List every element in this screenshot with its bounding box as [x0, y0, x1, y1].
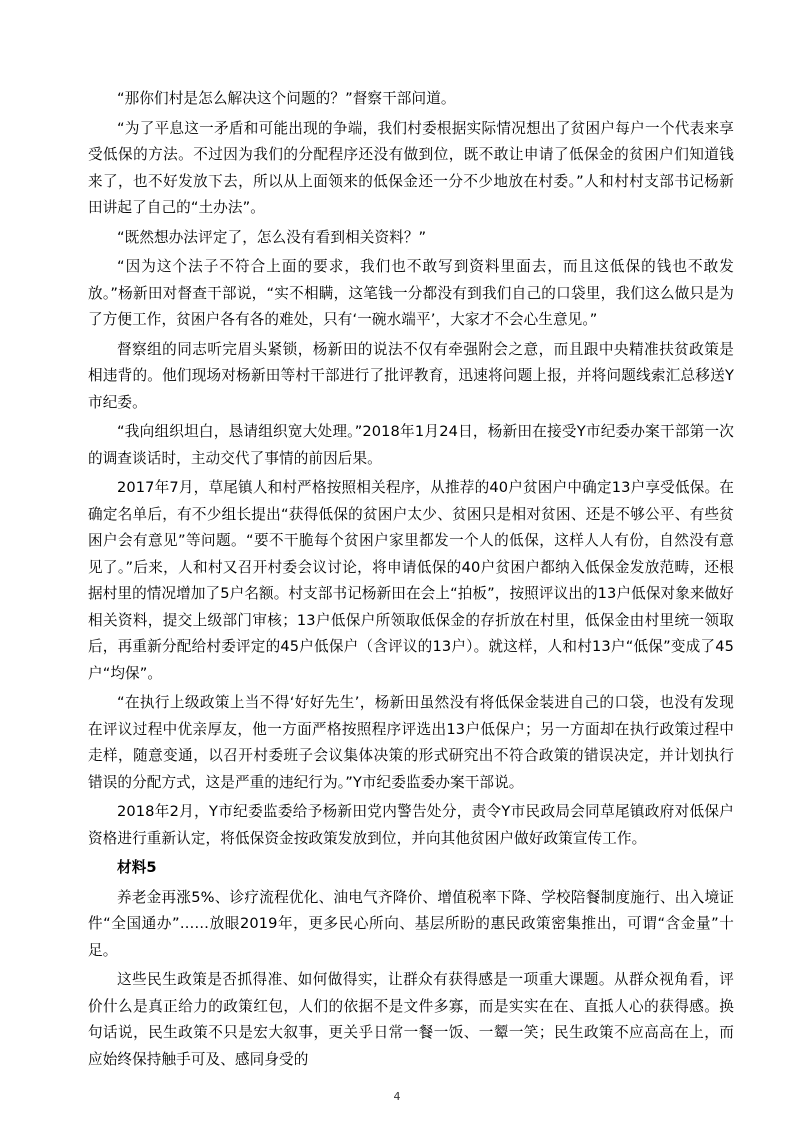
paragraph: “为了平息这一矛盾和可能出现的争端，我们村委根据实际情况想出了贫困户每户一个代表来享受低保的方法。不过因为我们的分配程序还没有做到位，既不敢让申请了低保金的贫困户们知道钱来了，也不好发放下去，所以从上面领来的低保金还一分不少地放在村委。”人和村村支部书记杨新田讲起了自己的“土办法”。 — [88, 119, 734, 216]
paragraph: 养老金再涨5%、诊疗流程优化、油电气齐降价、增值税率下降、学校陪餐制度施行、出入境证件“全国通办”……放眼2019年，更多民心所向、基层所盼的惠民政策密集推出，可谓“含金量”十足。 — [88, 888, 734, 959]
paragraph: 这些民生政策是否抓得准、如何做得实，让群众有获得感是一项重大课题。从群众视角看，评价什么是真正给力的政策红包，人们的依据不是文件多寡，而是实实在在、直抵人心的获得感。换句话说，民生政策不只是宏大叙事，更关乎日常一餐一饭、一颦一笑；民生政策不应高高在上，而应始终保持触手可及、感同身受的 — [88, 971, 734, 1068]
paragraph: “在执行上级政策上当不得‘好好先生’，杨新田虽然没有将低保金装进自己的口袋，也没有发现在评议过程中优亲厚友，他一方面严格按照程序评选出13户低保户；另一方面却在执行政策过程中走样，随意变通，以召开村委班子会议集体决策的形式研究出不符合政策的错误决定，并计划执行错误的分配方式，这是严重的违纪行为。”Y市纪委监委办案干部说。 — [88, 694, 734, 791]
paragraph: 2018年2月，Y市纪委监委给予杨新田党内警告处分，责令Y市民政局会同草尾镇政府对低保户资格进行重新认定，将低保资金按政策发放到位，并向其他贫困户做好政策宣传工作。 — [88, 803, 734, 847]
section-heading: 材料5 — [117, 859, 157, 876]
page-number: 4 — [393, 1090, 401, 1103]
document-body — [88, 86, 734, 1076]
paragraph: “那你们村是怎么解决这个问题的？”督察干部问道。 — [117, 90, 456, 107]
paragraph: “我向组织坦白，恳请组织宽大处理。”2018年1月24日，杨新田在接受Y市纪委办案干部第一次的调查谈话时，主动交代了事情的前因后果。 — [88, 423, 734, 467]
paragraph: “既然想办法评定了，怎么没有看到相关资料？” — [117, 228, 427, 246]
paragraph: “因为这个法子不符合上面的要求，我们也不敢写到资料里面去，而且这低保的钱也不敢发放。”杨新田对督查干部说，“实不相瞒，这笔钱一分都没有到我们自己的口袋里，我们这么做只是为了方便工作，贫困户各有各的难处，只有‘一碗水端平’，大家才不会心生意见。” — [88, 258, 734, 328]
paragraph: 督察组的同志听完眉头紧锁，杨新田的说法不仅有牵强附会之意，而且跟中央精准扶贫政策是相违背的。他们现场对杨新田等村干部进行了批评教育，迅速将问题上报，并将问题线索汇总移送Y市纪委。 — [88, 340, 734, 411]
paragraph: 2017年7月，草尾镇人和村严格按照相关程序，从推荐的40户贫困户中确定13户享受低保。在确定名单后，有不少组长提出“获得低保的贫困户太少、贫困只是相对贫困、还是不够公平、有些贫困户会有意见”等问题。“要不干脆每个贫困户家里都发一个人的低保，这样人人有份，自然没有意见了。”后来，人和村又召开村委会议讨论，将申请低保的40户贫困户都纳入低保金发放范畴，还根据村里的情况增加了5户名额。村支部书记杨新田在会上“拍板”，按照评议出的13户低保对象来做好相关资料，提交上级部门审核；13户低保户所领取低保金的存折放在村里，低保金由村里统一领取后，再重新分配给村委评定的45户低保户（含评议的13户）。就这样，人和村13户“低保”变成了45户“均保”。 — [88, 479, 734, 682]
